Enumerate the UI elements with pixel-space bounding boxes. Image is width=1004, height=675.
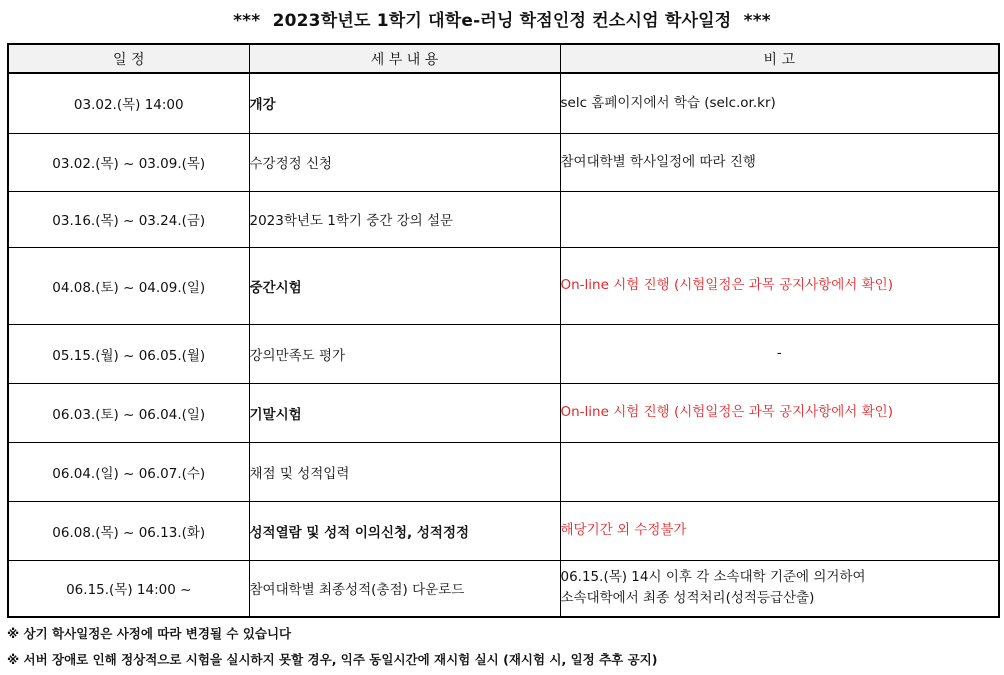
row-date: 03.16.(목) ~ 03.24.(금): [8, 191, 249, 247]
row-detail: 2023학년도 1학기 중간 강의 설문: [249, 191, 560, 247]
row-detail: 성적열람 및 성적 이의신청, 성적정정: [249, 501, 560, 560]
row-note: On-line 시험 진행 (시험일정은 과목 공지사항에서 확인): [560, 247, 999, 324]
row-note: selc 홈페이지에서 학습 (selc.or.kr): [560, 73, 999, 133]
footnote-schedule-change: ※ 상기 학사일정은 사정에 따라 변경될 수 있습니다: [7, 626, 292, 641]
row-detail: 채점 및 성적입력: [249, 442, 560, 501]
row-note: 해당기간 외 수정불가: [560, 501, 999, 560]
column-header-date: 일 정: [8, 44, 249, 73]
row-note: [560, 191, 999, 247]
table-row: [8, 73, 999, 133]
row-note: [560, 442, 999, 501]
row-date: 05.15.(월) ~ 06.05.(월): [8, 324, 249, 383]
row-date: 03.02.(목) 14:00: [8, 73, 249, 133]
row-detail: 기말시험: [249, 383, 560, 442]
table-row: [8, 442, 999, 501]
row-note-line: 06.15.(목) 14시 이후 각 소속대학 기준에 의거하여: [560, 569, 866, 586]
table-row: [8, 191, 999, 247]
row-note: On-line 시험 진행 (시험일정은 과목 공지사항에서 확인): [560, 383, 999, 442]
row-detail: 중간시험: [249, 247, 560, 324]
schedule-table: [7, 43, 1000, 618]
column-header-note: 비 고: [560, 44, 999, 73]
row-note-line: 소속대학에서 최종 성적처리(성적등급산출): [560, 590, 815, 607]
table-row: [8, 501, 999, 560]
row-date: 06.15.(목) 14:00 ~: [8, 560, 249, 617]
row-date: 03.02.(목) ~ 03.09.(목): [8, 133, 249, 191]
footnote-server-failure: ※ 서버 장애로 인해 정상적으로 시험을 실시하지 못할 경우, 익주 동일시간에 재시험 실시 (재시험 시, 일정 추후 공지): [7, 652, 658, 667]
table-row: [8, 560, 999, 617]
row-note: 참여대학별 학사일정에 따라 진행: [560, 133, 999, 191]
table-row: [8, 383, 999, 442]
row-date: 06.04.(일) ~ 06.07.(수): [8, 442, 249, 501]
table-row: [8, 247, 999, 324]
row-date: 06.08.(목) ~ 06.13.(화): [8, 501, 249, 560]
table-row: [8, 133, 999, 191]
page-title: *** 2023학년도 1학기 대학e-러닝 학점인정 컨소시엄 학사일정 ***: [233, 11, 771, 31]
row-detail: 수강정정 신청: [249, 133, 560, 191]
row-date: 06.03.(토) ~ 06.04.(일): [8, 383, 249, 442]
row-note: [560, 560, 999, 617]
table-row: [8, 324, 999, 383]
table-header-row: [8, 44, 999, 73]
row-detail: 개강: [249, 73, 560, 133]
row-detail: 참여대학별 최종성적(총점) 다운로드: [249, 560, 560, 617]
row-detail: 강의만족도 평가: [249, 324, 560, 383]
row-note: -: [560, 324, 999, 383]
column-header-detail: 세 부 내 용: [249, 44, 560, 73]
row-date: 04.08.(토) ~ 04.09.(일): [8, 247, 249, 324]
